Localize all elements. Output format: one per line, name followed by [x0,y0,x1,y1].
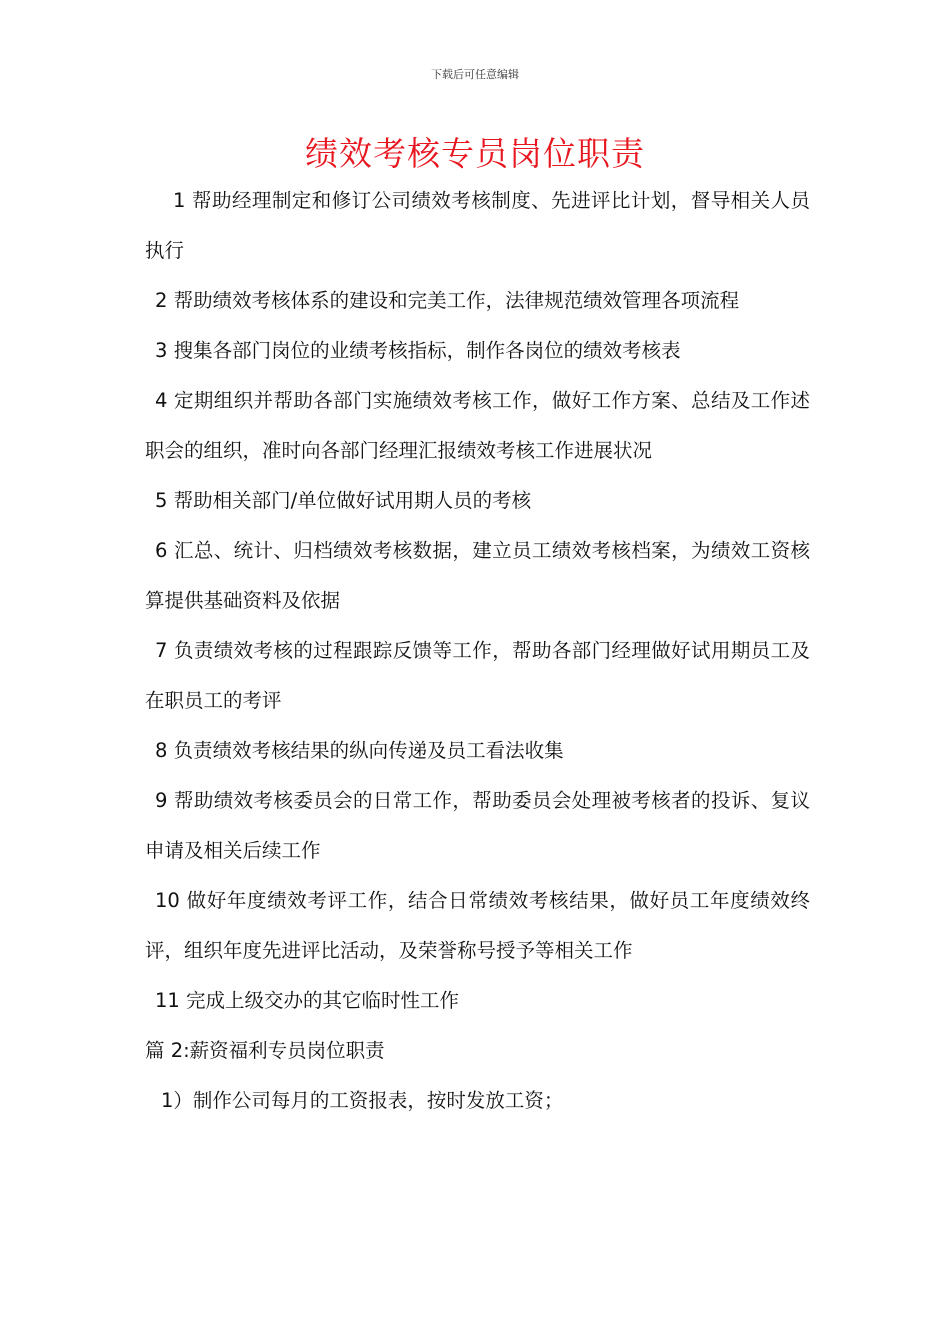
list-item: 9 帮助绩效考核委员会的日常工作，帮助委员会处理被考核者的投诉、复议申请及相关后续工作 [145,789,810,862]
list-item: 2 帮助绩效考核体系的建设和完美工作，法律规范绩效管理各项流程 [155,289,740,312]
list-item: 6 汇总、统计、归档绩效考核数据，建立员工绩效考核档案，为绩效工资核算提供基础资料及依据 [145,539,810,612]
list-item: 8 负责绩效考核结果的纵向传递及员工看法收集 [155,739,564,762]
header-note: 下载后可任意编辑 [431,68,519,81]
list-item: 1 帮助经理制定和修订公司绩效考核制度、先进评比计划，督导相关人员执行 [145,189,810,262]
list-item: 5 帮助相关部门/单位做好试用期人员的考核 [155,489,532,512]
document-body [145,176,810,1126]
list-item: 1）制作公司每月的工资报表，按时发放工资； [161,1089,564,1112]
list-item: 3 搜集各部门岗位的业绩考核指标，制作各岗位的绩效考核表 [155,339,681,362]
section-heading: 篇 2:薪资福利专员岗位职责 [145,1039,385,1062]
document-title: 绩效考核专员岗位职责 [305,134,645,173]
list-item: 10 做好年度绩效考评工作，结合日常绩效考核结果，做好员工年度绩效终评，组织年度先进评比活动，及荣誉称号授予等相关工作 [145,889,810,962]
list-item: 11 完成上级交办的其它临时性工作 [155,989,460,1012]
list-item: 4 定期组织并帮助各部门实施绩效考核工作，做好工作方案、总结及工作述职会的组织，准时向各部门经理汇报绩效考核工作进展状况 [145,389,810,462]
list-item: 7 负责绩效考核的过程跟踪反馈等工作，帮助各部门经理做好试用期员工及在职员工的考评 [145,639,810,712]
